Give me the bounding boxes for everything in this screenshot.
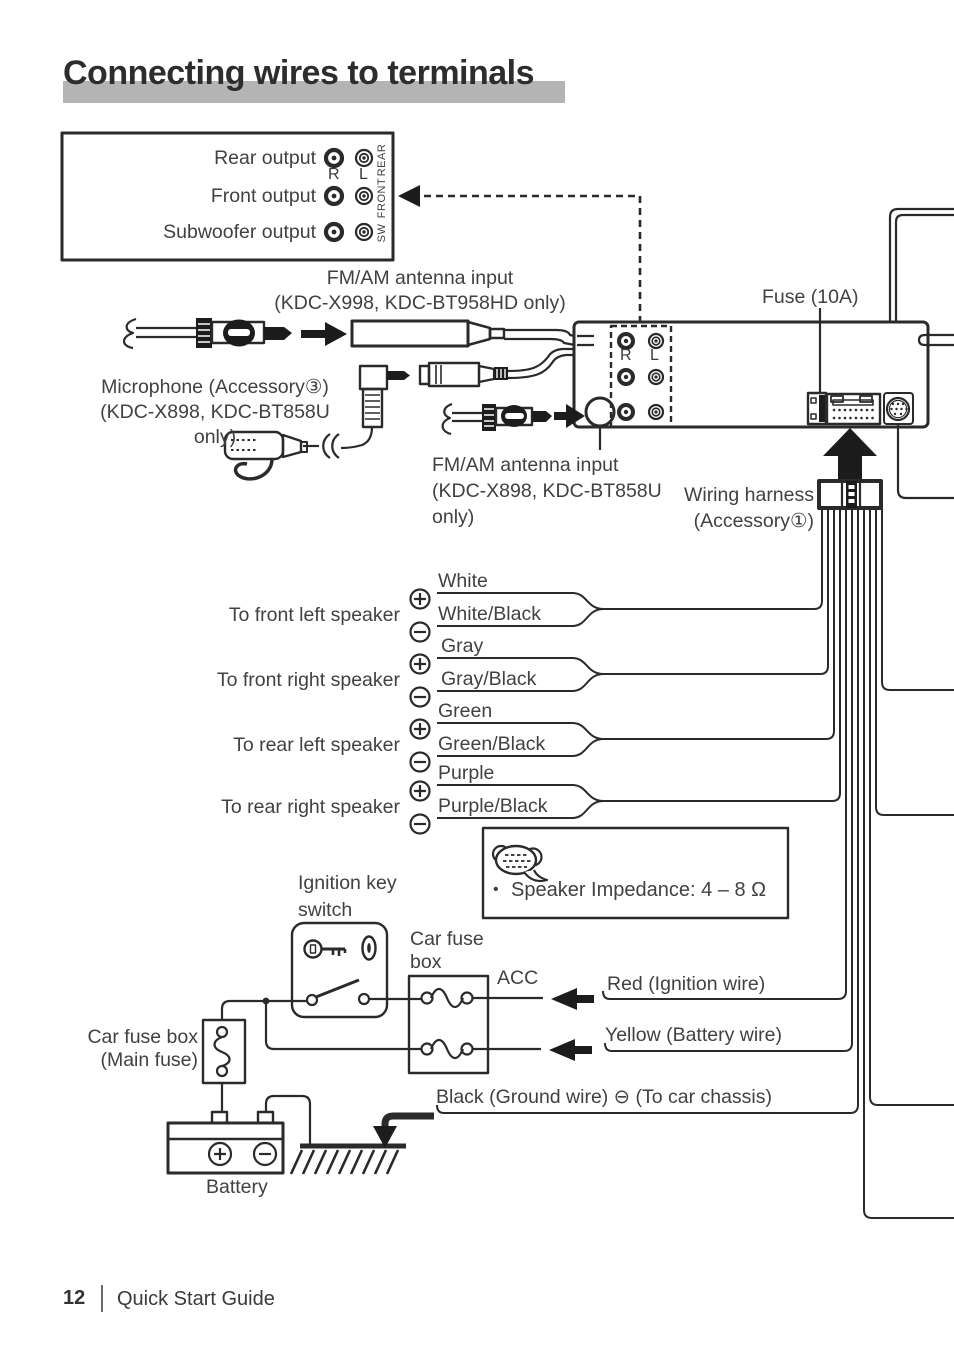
mic-clip-icon [236, 459, 272, 479]
din-socket-icon [884, 393, 913, 424]
rca-jack-icons-r [326, 150, 342, 240]
speaker-row-label: To rear right speaker [221, 796, 400, 818]
harness-socket-icon [827, 394, 880, 424]
unit-rca-l-label: L [650, 347, 659, 364]
harness-connector-icon [819, 481, 881, 508]
ground-arrow-icon [373, 1116, 434, 1148]
wire-color-label: Green [438, 700, 493, 722]
battery-icon [168, 1112, 283, 1173]
channel-l-label: L [359, 166, 368, 183]
speaker-row-label: To front left speaker [228, 604, 400, 626]
insert-arrow-icon [554, 404, 585, 428]
red-wire-label: Red (Ignition wire) [607, 973, 766, 995]
speaker-row-label: To front right speaker [216, 669, 400, 691]
main-fuse-box-icon [203, 1020, 245, 1083]
page-number: 12 [63, 1287, 86, 1309]
mic-adapter-icon [420, 349, 575, 386]
car-fuse-box-icon [409, 976, 488, 1073]
wire-color-label: Gray/Black [441, 668, 537, 690]
wire-color-label: White [438, 570, 488, 592]
power-circuit-art [168, 923, 594, 1174]
black-wire-label: Black (Ground wire) ⊖ (To car chassis) [436, 1086, 773, 1108]
front-side-label: FRONT [376, 177, 388, 219]
front-output-label: Front output [210, 185, 316, 207]
wire-color-label: Purple [438, 762, 495, 784]
connector-direction-arrow [823, 428, 877, 481]
battery-arrow-icon [549, 1039, 592, 1061]
yellow-wire-label: Yellow (Battery wire) [605, 1024, 783, 1046]
channel-r-label: R [328, 166, 340, 183]
main-fuse-box-label: Car fuse box (Main fuse) [87, 1026, 198, 1071]
fuse-label: Fuse (10A) [762, 286, 859, 308]
unit-rca-r-label: R [620, 347, 632, 364]
rear-output-label: Rear output [214, 147, 316, 169]
rca-jack-icons-l [356, 150, 372, 240]
wiring-harness-label: Wiring harness (Accessory①) [683, 484, 814, 532]
battery-label: Battery [206, 1176, 268, 1198]
antenna-x898-label: FM/AM antenna input (KDC-X898, KDC-BT858U only) [432, 454, 662, 528]
page-title: Connecting wires to terminals [63, 54, 535, 92]
footer-guide-title: Quick Start Guide [117, 1288, 275, 1310]
antenna-x998-label: FM/AM antenna input (KDC-X998, KDC-BT958HD only) [274, 267, 566, 314]
speaker-row-label: To rear left speaker [233, 734, 400, 756]
note-box [483, 828, 788, 918]
impedance-note: • Speaker Impedance: 4 – 8 Ω [493, 879, 767, 901]
wire-color-label: Gray [441, 635, 484, 657]
microphone-label: Microphone (Accessory③) (KDC-X898, KDC-BT858U only) [100, 376, 330, 448]
footer-divider [101, 1285, 103, 1312]
wire-color-label: White/Black [438, 603, 541, 625]
wire-color-label: Purple/Black [438, 795, 548, 817]
wire-color-label: Green/Black [438, 733, 546, 755]
ignition-switch-icon [292, 923, 387, 1017]
antenna-plug-1-art [124, 318, 575, 348]
ignition-switch-label: Ignition key switch [298, 872, 397, 921]
fuse-holder-icon [808, 393, 826, 424]
ground-symbol-icon [291, 1146, 406, 1174]
sw-side-label: SW [376, 223, 388, 243]
rear-side-label: REAR [376, 143, 388, 177]
note-bullet: • [493, 881, 499, 898]
insert-arrow-icon [301, 322, 347, 346]
acc-arrow-icon [551, 988, 594, 1010]
antenna-plug-2-art [443, 404, 585, 434]
polarity-icons [411, 590, 430, 834]
speech-bubble-icon [493, 846, 547, 881]
acc-label: ACC [497, 967, 539, 989]
subwoofer-output-label: Subwoofer output [163, 221, 316, 243]
car-fuse-box-label: Car fuse box [410, 928, 484, 973]
